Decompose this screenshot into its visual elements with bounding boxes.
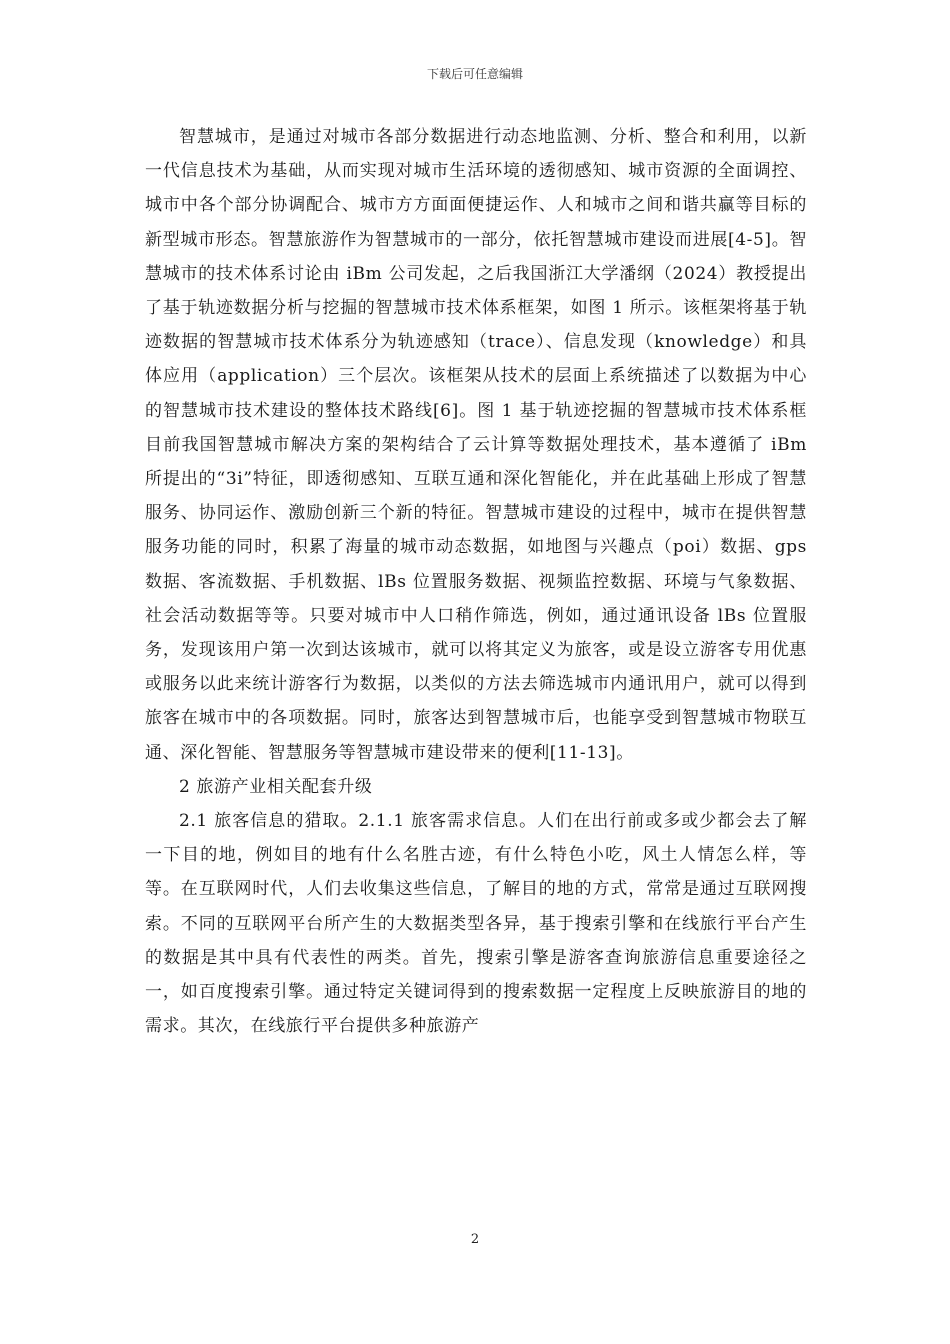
page-number: 2 <box>470 1232 480 1247</box>
paragraph-tourist-info: 2.1 旅客信息的猎取。2.1.1 旅客需求信息。人们在出行前或多或少都会去了解一下目的地，例如目的地有什么名胜古迹，有什么特色小吃，风土人情怎么样，等等。在互联网时代，人们去收集这些信息，了解目的地的方式，常常是通过互联网搜索。不同的互联网平台所产生的大数据类型各异，基于搜索引擎和在线旅行平台产生的数据是其中具有代表性的两类。首先，搜索引擎是游客查询旅游信息重要途径之一，如百度搜索引擎。通过特定关键词得到的搜索数据一定程度上反映旅游目的地的需求。其次，在线旅行平台提供多种旅游产 <box>145 811 807 1037</box>
section-heading: 2 旅游产业相关配套升级 <box>179 776 373 797</box>
paragraph-smart-city: 智慧城市，是通过对城市各部分数据进行动态地监测、分析、整合和利用，以新一代信息技术为基础，从而实现对城市生活环境的透彻感知、城市资源的全面调控、城市中各个部分协调配合、城市方方面面便捷运作、人和城市之间和谐共赢等目标的新型城市形态。智慧旅游作为智慧城市的一部分，依托智慧城市建设而进展[4-5]。智慧城市的技术体系讨论由 iBm 公司发起，之后我国浙江大学潘纲（2024）教授提出了基于轨迹数据分析与挖掘的智慧城市技术体系框架，如图 1 所示。该框架将基于轨迹数据的智慧城市技术体系分为轨迹感知（trace）、信息发现（knowledge）和具体应用（application）三个层次。该框架从技术的层面上系统描述了以数据为中心的智慧城市技术建设的整体技术路线[6]。图 1 基于轨迹挖掘的智慧城市技术体系框目前我国智慧城市解决方案的架构结合了云计算等数据处理技术，基本遵循了 iBm 所提出的“3i”特征，即透彻感知、互联互通和深化智能化，并在此基础上形成了智慧服务、协同运作、激励创新三个新的特征。智慧城市建设的过程中，城市在提供智慧服务功能的同时，积累了海量的城市动态数据，如地图与兴趣点（poi）数据、gps 数据、客流数据、手机数据、lBs 位置服务数据、视频监控数据、环境与气象数据、社会活动数据等等。只要对城市中人口稍作筛选，例如，通过通讯设备 lBs 位置服务，发现该用户第一次到达该城市，就可以将其定义为旅客，或是设立游客专用优惠或服务以此来统计游客行为数据，以类似的方法去筛选城市内通讯用户，就可以得到旅客在城市中的各项数据。同时，旅客达到智慧城市后，也能享受到智慧城市物联互通、深化智能、智慧服务等智慧城市建设带来的便利[11-13]。 <box>145 127 807 763</box>
page-header: 下载后可任意编辑 <box>426 67 523 81</box>
document-body <box>145 120 807 1043</box>
